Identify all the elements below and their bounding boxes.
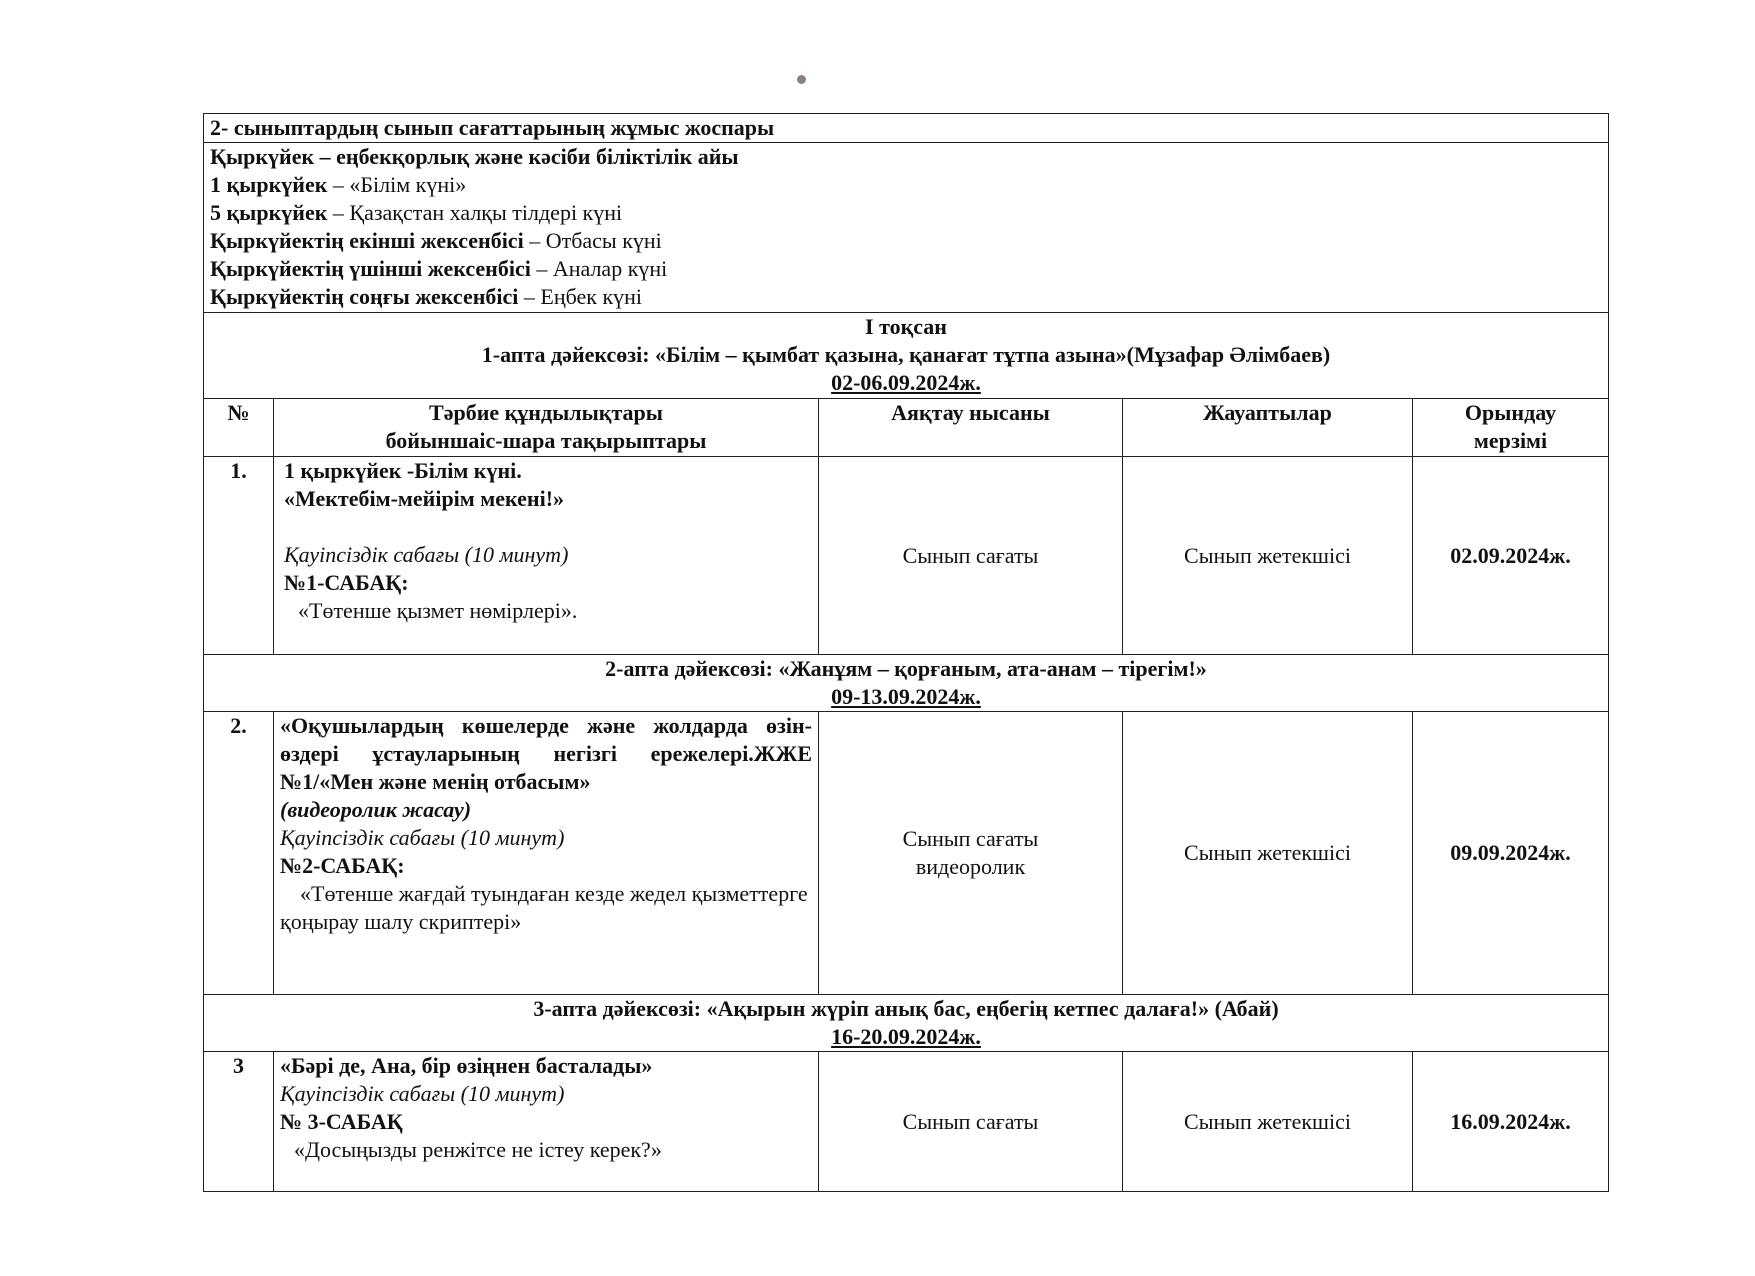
table-row <box>204 457 1609 655</box>
month-event <box>210 283 1602 311</box>
col-deadline-line: Орындау <box>1464 400 1557 425</box>
safety-lesson: Қауіпсіздік сабағы (10 минут) <box>284 542 569 567</box>
row-number: 1. <box>204 457 274 655</box>
row-form: Сынып сағаты <box>819 457 1123 655</box>
week-row <box>204 655 1609 712</box>
event-date: 1 қыркүйек <box>210 172 328 197</box>
col-no: № <box>204 399 274 457</box>
event-name: – Еңбек күні <box>518 284 643 309</box>
week-row <box>204 995 1609 1052</box>
week3-quote: 3-апта дәйексөзі: «Ақырын жүріп анық бас, еңбегің кетпес далаға!» (Абай) <box>533 996 1279 1021</box>
row-note: (видеоролик жасау) <box>280 797 472 822</box>
lesson-number: №2-САБАҚ: <box>280 853 405 878</box>
title-row <box>204 114 1609 143</box>
table-row <box>204 712 1609 995</box>
row-responsible: Сынып жетекшісі <box>1123 1052 1413 1192</box>
row-number: 2. <box>204 712 274 995</box>
quarter-row <box>204 313 1609 399</box>
month-event <box>210 171 1602 199</box>
month-event <box>210 199 1602 227</box>
row-number: 3 <box>204 1052 274 1192</box>
lesson-topic: «Досыңызды ренжітсе не істеу керек?» <box>294 1137 662 1162</box>
event-name: – Аналар күні <box>530 256 668 281</box>
row-date: 09.09.2024ж. <box>1413 712 1609 995</box>
event-name: – «Білім күні» <box>327 172 467 197</box>
week3-dates: 16-20.09.2024ж. <box>831 1024 981 1049</box>
row-responsible: Сынып жетекшісі <box>1123 457 1413 655</box>
quarter-block <box>204 313 1609 399</box>
lesson-topic: «Төтенше жағдай туындаған кезде жедел қызметтерге қоңырау шалу скриптері» <box>280 881 808 934</box>
row-topic <box>274 1052 819 1192</box>
quarter-label: І тоқсан <box>865 314 947 339</box>
month-row <box>204 143 1609 313</box>
week2-block <box>204 655 1609 712</box>
col-responsible: Жауаптылар <box>1123 399 1413 457</box>
event-name: – Отбасы күні <box>523 228 662 253</box>
header-row <box>204 399 1609 457</box>
row-form-line: видеоролик <box>915 854 1026 879</box>
document-title: 2- сыныптардың сынып сағаттарының жұмыс жоспары <box>204 114 1609 143</box>
event-date: 5 қыркүйек <box>210 200 328 225</box>
month-event <box>210 255 1602 283</box>
safety-lesson: Қауіпсіздік сабағы (10 минут) <box>280 825 565 850</box>
week1-quote: 1-апта дәйексөзі: «Білім – қымбат қазына, қанағат тұтпа азына»(Мұзафар Әлімбаев) <box>481 342 1331 367</box>
row-form: Сынып сағаты <box>819 1052 1123 1192</box>
row-title: «Оқушылардың көшелерде және жолдарда өзін-өздері ұстауларының негізгі ережелері.ЖЖЕ №1/«Мен және менің отбасым» <box>280 713 812 794</box>
month-event <box>210 227 1602 255</box>
lesson-number: № 3-САБАҚ <box>280 1109 403 1134</box>
row-topic <box>274 457 819 655</box>
event-date: Қыркүйектің үшінші жексенбісі <box>210 256 531 281</box>
event-name: – Қазақстан халқы тілдері күні <box>327 200 623 225</box>
plan-table <box>203 113 1609 1192</box>
row-form-line: Сынып сағаты <box>902 826 1039 851</box>
row-title: «Мектебім-мейірім мекені!» <box>284 486 565 511</box>
event-date: Қыркүйектің екінші жексенбісі <box>210 228 524 253</box>
col-deadline-line: мерзімі <box>1473 428 1548 453</box>
week2-dates: 09-13.09.2024ж. <box>831 684 981 709</box>
lesson-topic: «Төтенше қызмет нөмірлері». <box>298 598 578 623</box>
lesson-number: №1-САБАҚ: <box>284 570 409 595</box>
week3-block <box>204 995 1609 1052</box>
row-form <box>819 712 1123 995</box>
safety-lesson: Қауіпсіздік сабағы (10 минут) <box>280 1081 565 1106</box>
week1-dates: 02-06.09.2024ж. <box>831 370 981 395</box>
event-date: Қыркүйектің соңғы жексенбісі <box>210 284 519 309</box>
table-row <box>204 1052 1609 1192</box>
row-date: 02.09.2024ж. <box>1413 457 1609 655</box>
row-title: 1 қыркүйек -Білім күні. <box>284 458 522 483</box>
row-title: «Бәрі де, Ана, бір өзіңнен басталады» <box>280 1053 653 1078</box>
month-block <box>204 143 1609 313</box>
col-topic <box>274 399 819 457</box>
row-date: 16.09.2024ж. <box>1413 1052 1609 1192</box>
col-deadline <box>1413 399 1609 457</box>
week2-quote: 2-апта дәйексөзі: «Жанұям – қорғаным, ата-анам – тірегім!» <box>605 656 1207 681</box>
scan-mark <box>797 75 806 84</box>
col-form: Аяқтау нысаны <box>819 399 1123 457</box>
col-topic-line: бойыншаіс-шара тақырыптары <box>385 428 707 453</box>
col-topic-line: Тәрбие құндылықтары <box>429 400 663 425</box>
row-responsible: Сынып жетекшісі <box>1123 712 1413 995</box>
month-heading: Қыркүйек – еңбекқорлық және кәсіби біліктілік айы <box>210 144 739 169</box>
row-topic <box>274 712 819 995</box>
